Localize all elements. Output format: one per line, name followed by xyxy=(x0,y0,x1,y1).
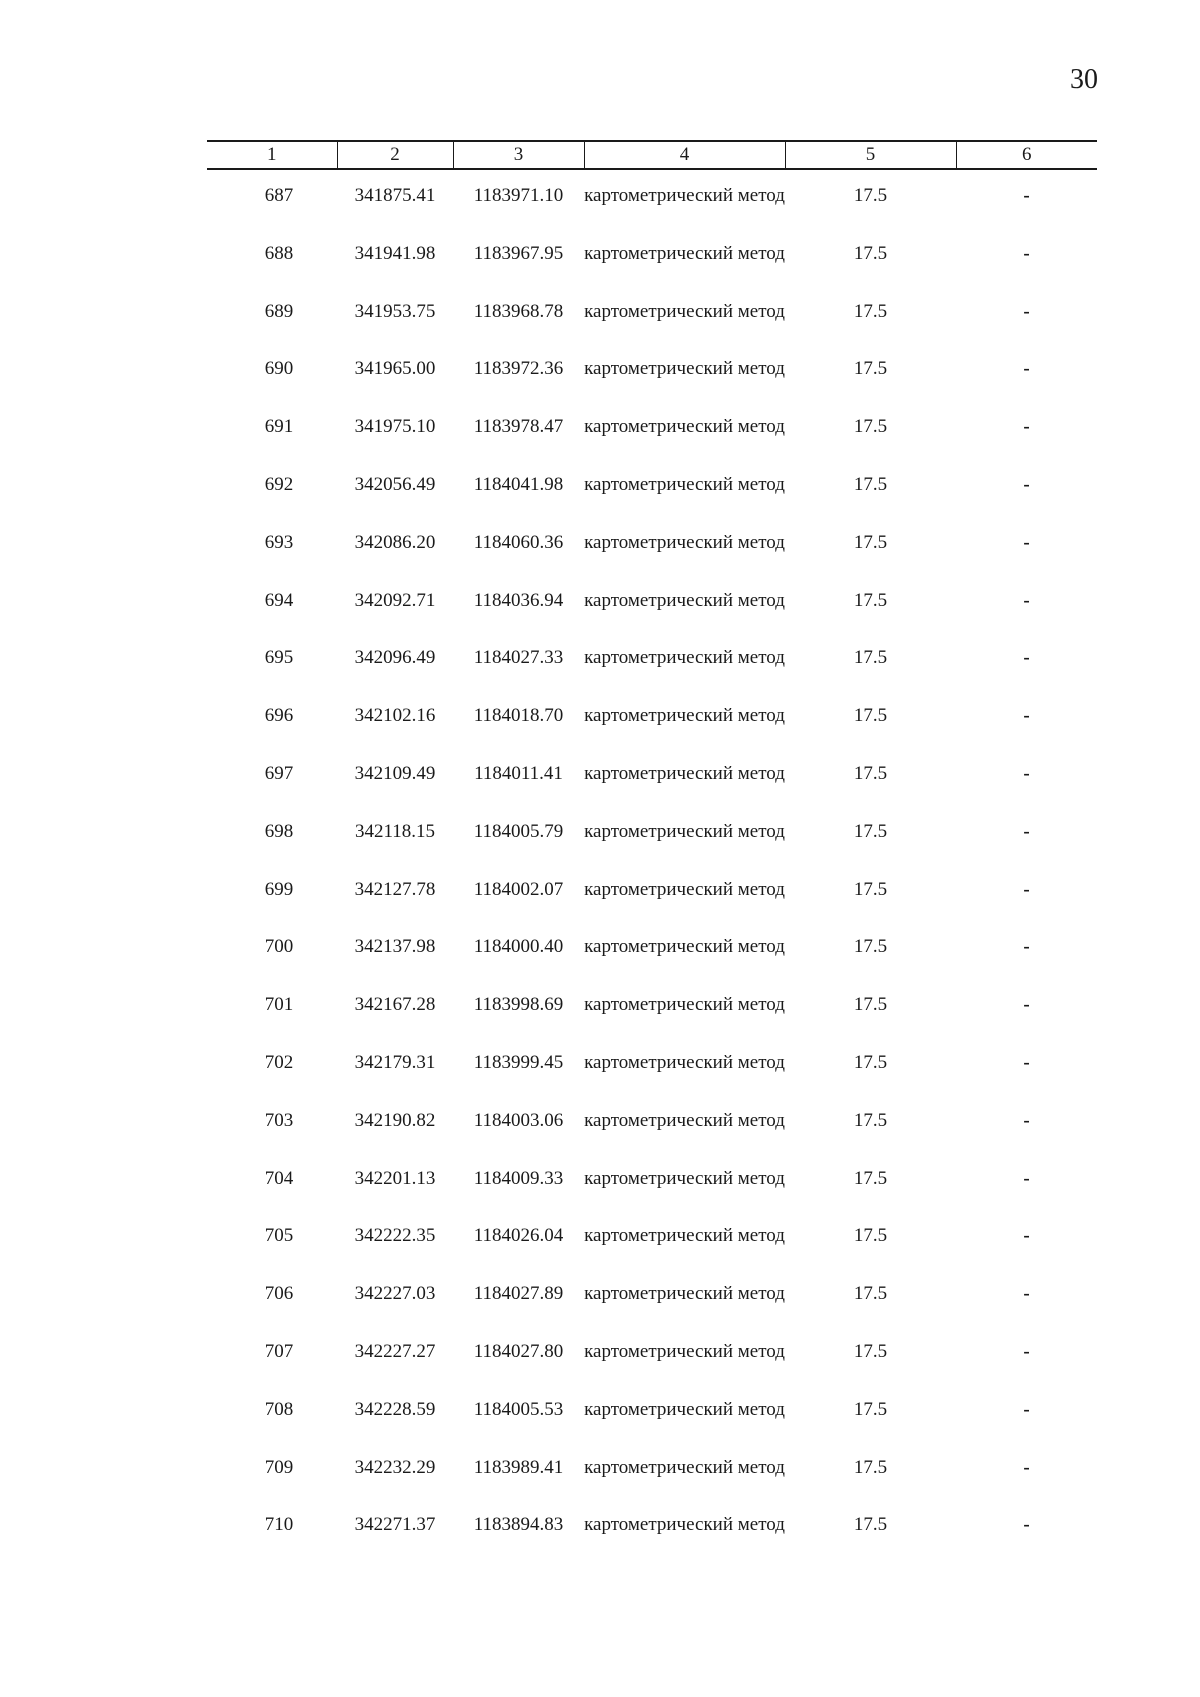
accuracy-cell: 17.5 xyxy=(853,589,888,611)
coordinates-table-container xyxy=(207,140,1097,1571)
y-coordinate-cell: 1184060.36 xyxy=(473,531,564,553)
table-row xyxy=(207,1224,1097,1282)
accuracy-cell: 17.5 xyxy=(853,473,888,495)
note-cell: - xyxy=(1023,300,1030,322)
note-cell: - xyxy=(1023,242,1030,264)
table-row xyxy=(207,1340,1097,1398)
y-coordinate-cell: 1184005.53 xyxy=(473,1398,564,1420)
y-coordinate-cell: 1184041.98 xyxy=(473,473,564,495)
page-number: 30 xyxy=(1070,64,1098,95)
note-cell: - xyxy=(1023,705,1030,727)
table-row xyxy=(207,473,1097,531)
y-coordinate-cell: 1184011.41 xyxy=(474,762,563,784)
y-coordinate-cell: 1184018.70 xyxy=(473,705,564,727)
table-row xyxy=(207,1167,1097,1225)
accuracy-cell: 17.5 xyxy=(853,762,888,784)
accuracy-cell: 17.5 xyxy=(853,300,888,322)
x-coordinate-cell: 342228.59 xyxy=(354,1398,436,1420)
y-coordinate-cell: 1184036.94 xyxy=(473,589,564,611)
point-number-cell: 705 xyxy=(264,1225,294,1247)
table-row xyxy=(207,1051,1097,1109)
note-cell: - xyxy=(1023,1283,1030,1305)
accuracy-cell: 17.5 xyxy=(853,358,888,380)
point-number-cell: 703 xyxy=(264,1109,294,1131)
x-coordinate-cell: 342222.35 xyxy=(354,1225,436,1247)
x-coordinate-cell: 342179.31 xyxy=(354,1051,436,1073)
x-coordinate-cell: 341941.98 xyxy=(354,242,436,264)
table-row xyxy=(207,762,1097,820)
point-number-cell: 706 xyxy=(264,1283,294,1305)
y-coordinate-cell: 1183999.45 xyxy=(473,1051,564,1073)
accuracy-cell: 17.5 xyxy=(853,242,888,264)
accuracy-cell: 17.5 xyxy=(853,1283,888,1305)
method-cell: картометрический метод xyxy=(584,1514,785,1536)
note-cell: - xyxy=(1023,1109,1030,1131)
note-cell: - xyxy=(1023,1340,1030,1362)
method-cell: картометрический метод xyxy=(584,1167,785,1189)
table-row xyxy=(207,169,1097,242)
accuracy-cell: 17.5 xyxy=(853,185,888,206)
x-coordinate-cell: 342271.37 xyxy=(354,1514,436,1536)
table-row xyxy=(207,1398,1097,1456)
y-coordinate-cell: 1184026.04 xyxy=(473,1225,564,1247)
table-row xyxy=(207,1109,1097,1167)
method-cell: картометрический метод xyxy=(584,705,785,727)
point-number-cell: 701 xyxy=(264,994,294,1016)
table-row xyxy=(207,1282,1097,1340)
y-coordinate-cell: 1184002.07 xyxy=(473,878,564,900)
point-number-cell: 696 xyxy=(264,705,294,727)
y-coordinate-cell: 1184000.40 xyxy=(473,936,564,958)
point-number-cell: 708 xyxy=(264,1398,294,1420)
note-cell: - xyxy=(1023,820,1030,842)
method-cell: картометрический метод xyxy=(584,820,785,842)
method-cell: картометрический метод xyxy=(584,416,785,438)
point-number-cell: 689 xyxy=(264,300,294,322)
method-cell: картометрический метод xyxy=(584,936,785,958)
header-col-5: 5 xyxy=(785,141,956,169)
y-coordinate-cell: 1183894.83 xyxy=(473,1514,564,1536)
note-cell: - xyxy=(1023,994,1030,1016)
x-coordinate-cell: 342096.49 xyxy=(354,647,436,669)
accuracy-cell: 17.5 xyxy=(853,1167,888,1189)
y-coordinate-cell: 1184009.33 xyxy=(473,1167,564,1189)
point-number-cell: 691 xyxy=(264,416,294,438)
y-coordinate-cell: 1184027.33 xyxy=(473,647,564,669)
point-number-cell: 687 xyxy=(264,185,294,206)
table-row xyxy=(207,1456,1097,1514)
table-row xyxy=(207,820,1097,878)
accuracy-cell: 17.5 xyxy=(853,531,888,553)
point-number-cell: 707 xyxy=(264,1340,294,1362)
note-cell: - xyxy=(1023,1514,1030,1536)
accuracy-cell: 17.5 xyxy=(853,1225,888,1247)
accuracy-cell: 17.5 xyxy=(853,1051,888,1073)
point-number-cell: 694 xyxy=(264,589,294,611)
note-cell: - xyxy=(1023,1456,1030,1478)
note-cell: - xyxy=(1023,1225,1030,1247)
y-coordinate-cell: 1184003.06 xyxy=(473,1109,564,1131)
method-cell: картометрический метод xyxy=(584,300,785,322)
point-number-cell: 710 xyxy=(264,1514,294,1536)
accuracy-cell: 17.5 xyxy=(853,1398,888,1420)
method-cell: картометрический метод xyxy=(584,185,785,206)
method-cell: картометрический метод xyxy=(584,762,785,784)
method-cell: картометрический метод xyxy=(584,1456,785,1478)
accuracy-cell: 17.5 xyxy=(853,1456,888,1478)
accuracy-cell: 17.5 xyxy=(853,1109,888,1131)
table-row xyxy=(207,646,1097,704)
note-cell: - xyxy=(1023,878,1030,900)
y-coordinate-cell: 1184005.79 xyxy=(473,820,564,842)
table-row xyxy=(207,242,1097,300)
method-cell: картометрический метод xyxy=(584,1283,785,1305)
method-cell: картометрический метод xyxy=(584,242,785,264)
method-cell: картометрический метод xyxy=(584,878,785,900)
y-coordinate-cell: 1184027.89 xyxy=(473,1283,564,1305)
x-coordinate-cell: 342167.28 xyxy=(354,994,436,1016)
note-cell: - xyxy=(1023,531,1030,553)
y-coordinate-cell: 1183972.36 xyxy=(473,358,564,380)
point-number-cell: 688 xyxy=(264,242,294,264)
note-cell: - xyxy=(1023,762,1030,784)
x-coordinate-cell: 342227.03 xyxy=(354,1283,436,1305)
table-row xyxy=(207,878,1097,936)
point-number-cell: 695 xyxy=(264,647,294,669)
x-coordinate-cell: 341965.00 xyxy=(354,358,436,380)
note-cell: - xyxy=(1023,416,1030,438)
header-row xyxy=(207,141,1097,169)
method-cell: картометрический метод xyxy=(584,358,785,380)
method-cell: картометрический метод xyxy=(584,531,785,553)
method-cell: картометрический метод xyxy=(584,647,785,669)
header-col-3: 3 xyxy=(453,141,584,169)
header-col-6: 6 xyxy=(956,141,1097,169)
header-col-1: 1 xyxy=(207,141,337,169)
point-number-cell: 690 xyxy=(264,358,294,380)
x-coordinate-cell: 342092.71 xyxy=(354,589,436,611)
x-coordinate-cell: 342109.49 xyxy=(354,762,436,784)
method-cell: картометрический метод xyxy=(584,994,785,1016)
point-number-cell: 704 xyxy=(264,1167,294,1189)
y-coordinate-cell: 1183998.69 xyxy=(473,994,564,1016)
x-coordinate-cell: 342137.98 xyxy=(354,936,436,958)
x-coordinate-cell: 342201.13 xyxy=(354,1167,436,1189)
note-cell: - xyxy=(1023,358,1030,380)
y-coordinate-cell: 1183971.10 xyxy=(473,185,564,206)
accuracy-cell: 17.5 xyxy=(853,878,888,900)
x-coordinate-cell: 342118.15 xyxy=(354,820,436,842)
point-number-cell: 700 xyxy=(264,936,294,958)
method-cell: картометрический метод xyxy=(584,1340,785,1362)
x-coordinate-cell: 342056.49 xyxy=(354,473,436,495)
accuracy-cell: 17.5 xyxy=(853,647,888,669)
x-coordinate-cell: 342232.29 xyxy=(354,1456,436,1478)
accuracy-cell: 17.5 xyxy=(853,820,888,842)
method-cell: картометрический метод xyxy=(584,589,785,611)
table-row xyxy=(207,300,1097,358)
method-cell: картометрический метод xyxy=(584,1398,785,1420)
header-col-4: 4 xyxy=(584,141,785,169)
table-row xyxy=(207,993,1097,1051)
point-number-cell: 692 xyxy=(264,473,294,495)
accuracy-cell: 17.5 xyxy=(853,1514,888,1536)
point-number-cell: 698 xyxy=(264,820,294,842)
x-coordinate-cell: 342127.78 xyxy=(354,878,436,900)
accuracy-cell: 17.5 xyxy=(853,936,888,958)
table-row xyxy=(207,935,1097,993)
note-cell: - xyxy=(1023,936,1030,958)
y-coordinate-cell: 1184027.80 xyxy=(473,1340,564,1362)
point-number-cell: 697 xyxy=(264,762,294,784)
table-row xyxy=(207,704,1097,762)
x-coordinate-cell: 342190.82 xyxy=(354,1109,436,1131)
note-cell: - xyxy=(1023,1398,1030,1420)
note-cell: - xyxy=(1023,589,1030,611)
x-coordinate-cell: 341875.41 xyxy=(354,185,436,206)
y-coordinate-cell: 1183968.78 xyxy=(473,300,564,322)
y-coordinate-cell: 1183989.41 xyxy=(473,1456,564,1478)
accuracy-cell: 17.5 xyxy=(853,705,888,727)
method-cell: картометрический метод xyxy=(584,1051,785,1073)
x-coordinate-cell: 341953.75 xyxy=(354,300,436,322)
x-coordinate-cell: 342086.20 xyxy=(354,531,436,553)
point-number-cell: 699 xyxy=(264,878,294,900)
table-row xyxy=(207,531,1097,589)
table-header xyxy=(207,141,1097,169)
point-number-cell: 702 xyxy=(264,1051,294,1073)
note-cell: - xyxy=(1023,647,1030,669)
x-coordinate-cell: 342102.16 xyxy=(354,705,436,727)
method-cell: картометрический метод xyxy=(584,473,785,495)
note-cell: - xyxy=(1023,1167,1030,1189)
x-coordinate-cell: 342227.27 xyxy=(354,1340,436,1362)
note-cell: - xyxy=(1023,473,1030,495)
method-cell: картометрический метод xyxy=(584,1109,785,1131)
coordinates-table xyxy=(207,140,1097,1571)
accuracy-cell: 17.5 xyxy=(853,416,888,438)
table-row xyxy=(207,357,1097,415)
note-cell: - xyxy=(1023,185,1030,206)
accuracy-cell: 17.5 xyxy=(853,994,888,1016)
point-number-cell: 693 xyxy=(264,531,294,553)
note-cell: - xyxy=(1023,1051,1030,1073)
table-row xyxy=(207,1513,1097,1571)
y-coordinate-cell: 1183967.95 xyxy=(473,242,564,264)
y-coordinate-cell: 1183978.47 xyxy=(473,416,564,438)
method-cell: картометрический метод xyxy=(584,1225,785,1247)
table-row xyxy=(207,415,1097,473)
table-row xyxy=(207,589,1097,647)
x-coordinate-cell: 341975.10 xyxy=(354,416,436,438)
header-col-2: 2 xyxy=(337,141,453,169)
table-body xyxy=(207,169,1097,1571)
accuracy-cell: 17.5 xyxy=(853,1340,888,1362)
point-number-cell: 709 xyxy=(264,1456,294,1478)
